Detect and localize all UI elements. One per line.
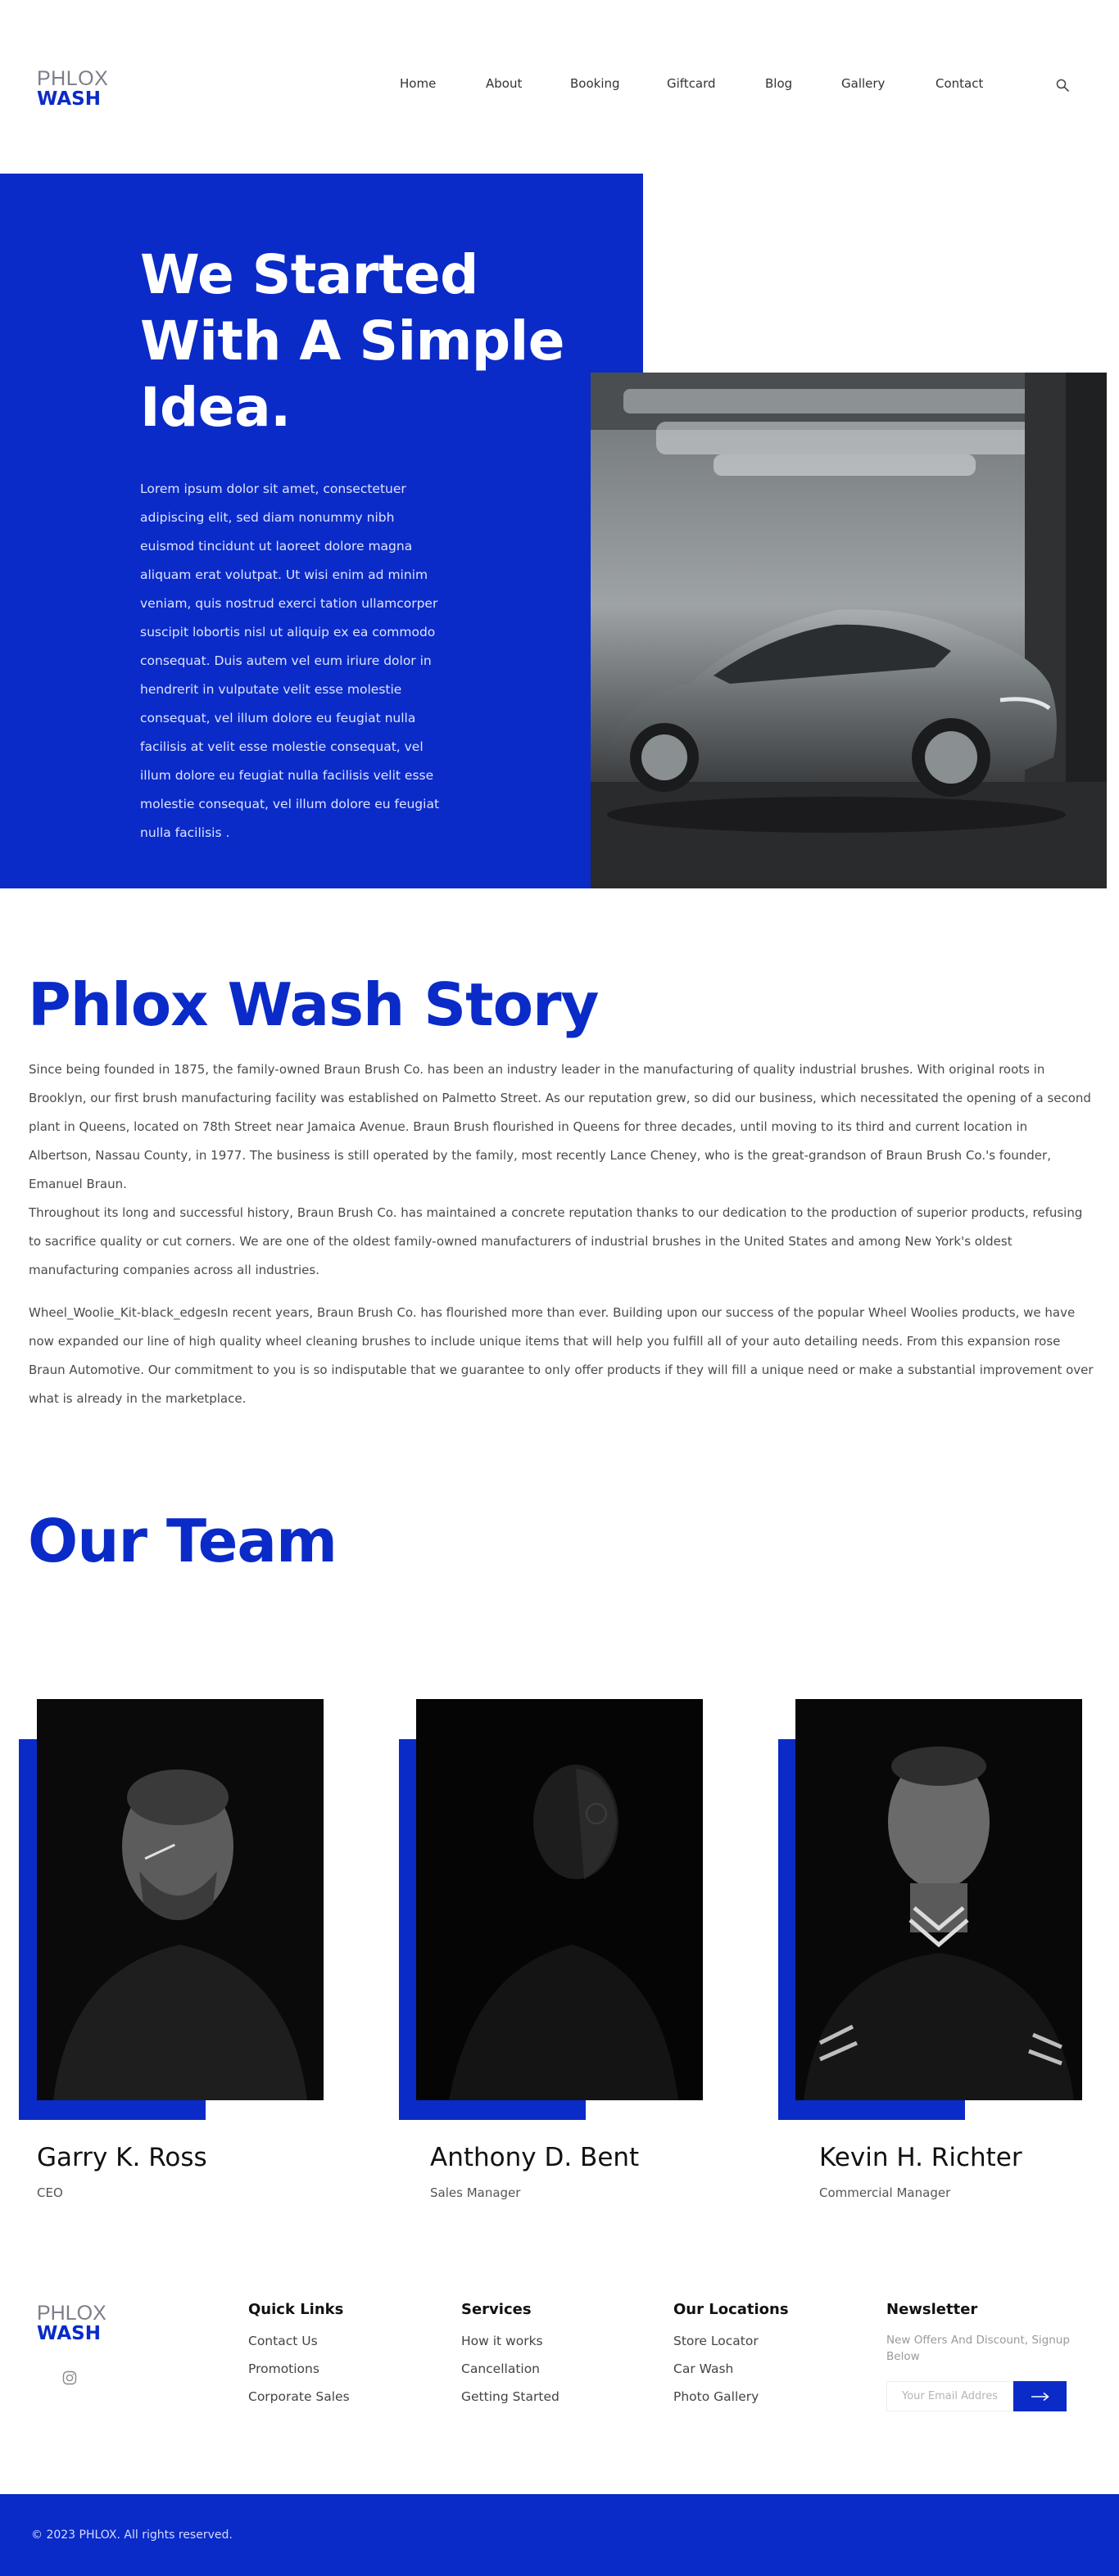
footer-link-contact-us[interactable]: Contact Us bbox=[248, 2334, 318, 2348]
story-paragraph-1: Since being founded in 1875, the family-owned Braun Brush Co. has been an industry leader in the manufacturing of quality industrial brushes. With original roots in Brooklyn, our first brush manufacturing facility was established on Palmetto Street. As our reputation grew, so did our business, which necessitated the opening of a second plant in Queens, located on 78th Street near Jamaica Avenue. Braun Brush flourished in Queens for three decades, until moving to its third and current location in Albertson, Nassau County, in 1977. The business is still operated by the family, most recently Lance Cheney, who is the great-grandson of Braun Brush Co.'s founder, Emanuel Braun. bbox=[29, 1062, 1091, 1191]
nav-booking[interactable]: Booking bbox=[570, 76, 620, 91]
story-paragraph-2: Throughout its long and successful history, Braun Brush Co. has maintained a concrete reputation thanks to our dedication to the production of superior products, refusing to sacrifice quality or cut corners. We are one of the oldest family-owned manufacturers of industrial brushes in the United States and among New York's oldest manufacturing companies across all industries. bbox=[29, 1205, 1083, 1277]
newsletter-submit-button[interactable] bbox=[1013, 2381, 1067, 2411]
hero-car-image bbox=[591, 373, 1107, 888]
hero-title: We Started With A Simple Idea. bbox=[140, 243, 565, 439]
nav-about[interactable]: About bbox=[486, 76, 523, 91]
footer-link-corporate-sales[interactable]: Corporate Sales bbox=[248, 2389, 350, 2404]
arrow-right-icon bbox=[1031, 2392, 1050, 2402]
nav-blog[interactable]: Blog bbox=[765, 76, 793, 91]
search-icon[interactable] bbox=[1056, 79, 1069, 92]
footer-link-getting-started[interactable]: Getting Started bbox=[461, 2389, 560, 2404]
footer-logo[interactable] bbox=[37, 2303, 106, 2343]
logo-text-top: PHLOX bbox=[37, 67, 109, 90]
footer-link-promotions[interactable]: Promotions bbox=[248, 2361, 319, 2376]
member-name: Kevin H. Richter bbox=[819, 2143, 1022, 2172]
story-paragraph-3: Wheel_Woolie_Kit-black_edgesIn recent years, Braun Brush Co. has flourished more than ever. Building upon our success of the popular Wheel Woolies products, we have now expanded our line of high quality wheel cleaning brushes to include unique items that will help you fulfill all of your auto detailing needs. From this expansion rose Braun Automotive. Our commitment to you is so indisputable that we guarantee to only offer products if they will fill a unique need or make a substantial improvement over what is already in the marketplace. bbox=[29, 1305, 1094, 1406]
footer-link-store-locator[interactable]: Store Locator bbox=[673, 2334, 759, 2348]
member-photo-garry bbox=[37, 1699, 324, 2100]
main-nav bbox=[0, 76, 1119, 96]
member-role: Sales Manager bbox=[430, 2185, 521, 2200]
nav-giftcard[interactable]: Giftcard bbox=[667, 76, 716, 91]
copyright-text: © 2023 PHLOX. All rights reserved. bbox=[31, 2529, 233, 2542]
team-title: Our Team bbox=[28, 1507, 338, 1575]
story-title: Phlox Wash Story bbox=[28, 970, 599, 1039]
logo-text-bottom: WASH bbox=[37, 88, 101, 110]
footer-bottom-bar bbox=[0, 2494, 1119, 2576]
nav-home[interactable]: Home bbox=[400, 76, 437, 91]
newsletter-email-input[interactable] bbox=[886, 2381, 1013, 2411]
footer-link-how-it-works[interactable]: How it works bbox=[461, 2334, 543, 2348]
member-name: Anthony D. Bent bbox=[430, 2143, 640, 2172]
footer-logo-text-top: PHLOX bbox=[37, 2302, 106, 2325]
member-role: CEO bbox=[37, 2185, 63, 2200]
hero-text: Lorem ipsum dolor sit amet, consectetuer adipiscing elit, sed diam nonummy nibh euismod tincidunt ut laoreet dolore magna aliquam erat volutpat. Ut wisi enim ad minim veniam, quis nostrud exerci tation ullamcorper suscipit lobortis nisl ut aliquip ex ea commodo consequat. Duis autem vel eum iriure dolor in hendrerit in vulputate velit esse molestie consequat, vel illum dolore eu feugiat nulla facilisis at velit esse molestie consequat, vel illum dolore eu feugiat nulla facilisis velit esse molestie consequat, vel illum dolore eu feugiat nulla facilisis . bbox=[140, 481, 440, 840]
nav-gallery[interactable]: Gallery bbox=[841, 76, 886, 91]
footer-logo-text-bottom: WASH bbox=[37, 2323, 101, 2344]
footer-link-car-wash[interactable]: Car Wash bbox=[673, 2361, 734, 2376]
instagram-icon[interactable] bbox=[62, 2370, 77, 2385]
member-photo-kevin bbox=[795, 1699, 1082, 2100]
footer-locations-title: Our Locations bbox=[673, 2301, 789, 2318]
member-role: Commercial Manager bbox=[819, 2185, 951, 2200]
footer-services-title: Services bbox=[461, 2301, 532, 2318]
footer-quick-links-title: Quick Links bbox=[248, 2301, 344, 2318]
nav-contact[interactable]: Contact bbox=[936, 76, 984, 91]
footer-link-photo-gallery[interactable]: Photo Gallery bbox=[673, 2389, 759, 2404]
newsletter-text: New Offers And Discount, Signup Below bbox=[886, 2334, 1070, 2363]
member-name: Garry K. Ross bbox=[37, 2143, 207, 2172]
site-header bbox=[0, 0, 1119, 172]
member-photo-anthony bbox=[416, 1699, 703, 2100]
footer-newsletter-title: Newsletter bbox=[886, 2301, 978, 2318]
footer-link-cancellation[interactable]: Cancellation bbox=[461, 2361, 541, 2376]
